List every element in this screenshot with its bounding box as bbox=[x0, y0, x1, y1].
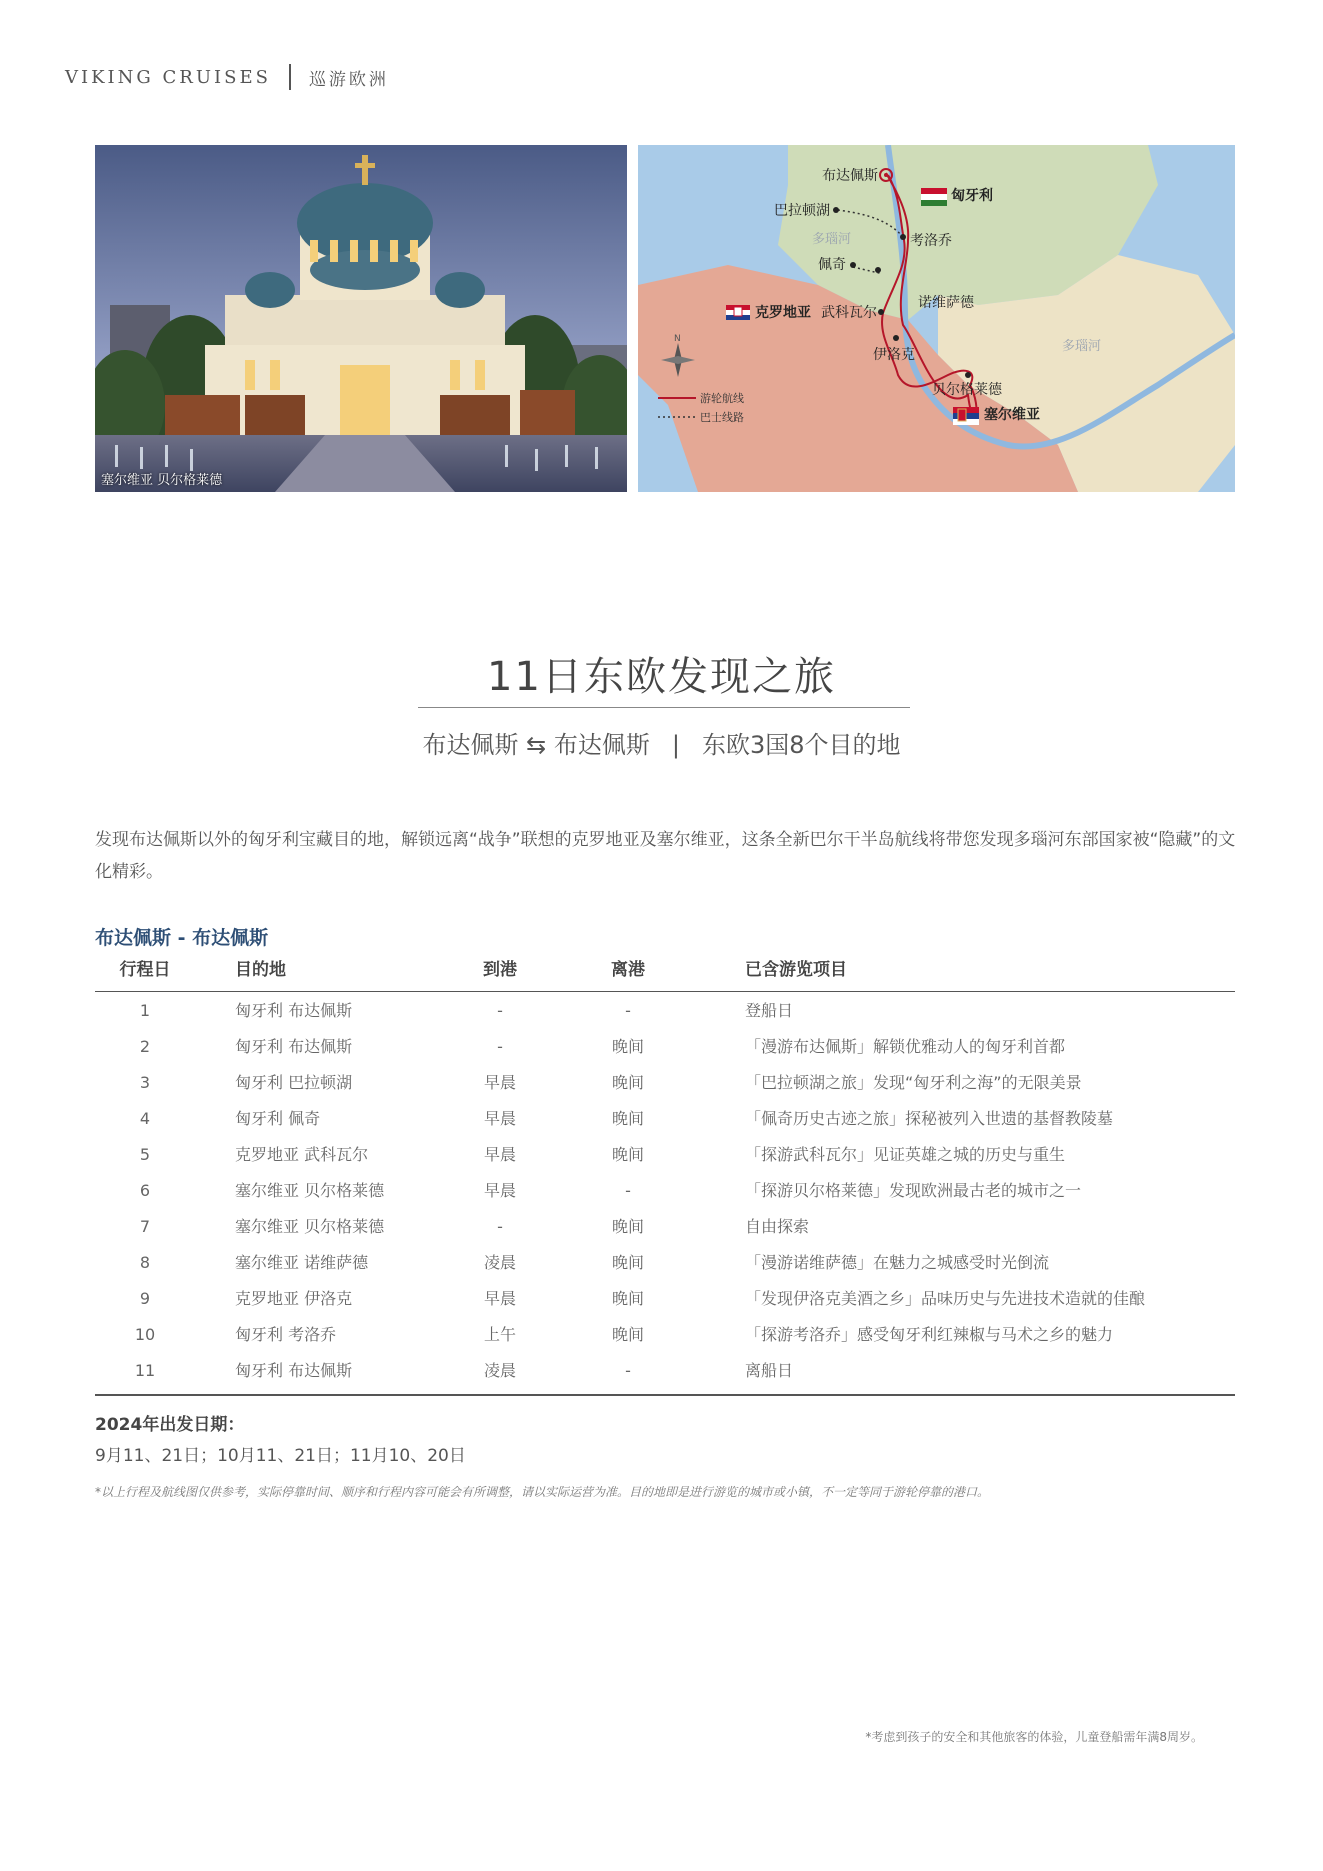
itinerary-row bbox=[95, 1287, 1235, 1323]
day-cell: 11 bbox=[134, 1361, 156, 1380]
intro-paragraph: 发现布达佩斯以外的匈牙利宝藏目的地，解锁远离“战争”联想的克罗地亚及塞尔维亚，这条全新巴尔干半岛航线将带您发现多瑙河东部国家被“隐藏”的文化精彩。 bbox=[95, 830, 1236, 882]
departure-cell: 晚间 bbox=[611, 1253, 644, 1272]
balaton-dot bbox=[833, 207, 839, 213]
header-excursions: 已含游览项目 bbox=[745, 960, 847, 980]
label-croatia: 克罗地亚 bbox=[755, 305, 811, 321]
arrival-cell: - bbox=[497, 1001, 503, 1020]
itinerary-row bbox=[95, 1035, 1235, 1071]
departure-dates-title: 2024年出发日期： bbox=[95, 1415, 245, 1435]
day-cell: 5 bbox=[139, 1145, 151, 1164]
day-cell: 8 bbox=[139, 1253, 151, 1272]
destination-cell: 匈牙利 考洛乔 bbox=[235, 1325, 337, 1344]
brand-name: VIKING CRUISES bbox=[65, 66, 271, 88]
label-hungary: 匈牙利 bbox=[951, 188, 993, 204]
arrival-cell: 凌晨 bbox=[483, 1253, 516, 1272]
itinerary-section-title: 布达佩斯 - 布达佩斯 bbox=[95, 927, 269, 949]
header-day: 行程日 bbox=[119, 960, 171, 980]
header-subtitle: 巡游欧洲 bbox=[308, 69, 389, 90]
header-departure: 离港 bbox=[611, 960, 645, 980]
route-summary: 东欧3国8个目的地 bbox=[701, 731, 901, 759]
itinerary-table-header bbox=[95, 955, 1235, 992]
itinerary-row bbox=[95, 1323, 1235, 1359]
arrival-cell: 早晨 bbox=[483, 1109, 516, 1128]
label-belgrade: 贝尔格莱德 bbox=[932, 382, 1002, 398]
page-header bbox=[65, 64, 389, 90]
header-arrival: 到港 bbox=[483, 960, 517, 980]
cathedral-illustration bbox=[95, 145, 627, 492]
excursion-cell: 「漫游布达佩斯」解锁优雅动人的匈牙利首都 bbox=[745, 1037, 1066, 1056]
header-divider bbox=[289, 64, 291, 90]
page-title: 11日东欧发现之旅 bbox=[487, 654, 836, 700]
budapest-dot bbox=[884, 173, 888, 177]
itinerary-disclaimer: *以上行程及航线图仅供参考，实际停靠时间、顺序和行程内容可能会有所调整，请以实际运营为准。目的地即是进行游览的城市或小镇，不一定等同于游轮停靠的港口。 bbox=[95, 1485, 990, 1499]
departure-cell: 晚间 bbox=[611, 1109, 644, 1128]
pecs-dot bbox=[850, 262, 856, 268]
destination-cell: 匈牙利 布达佩斯 bbox=[235, 1037, 353, 1056]
croatia-flag bbox=[726, 305, 750, 320]
belgrade-dot bbox=[965, 372, 971, 378]
departure-cell: - bbox=[625, 1361, 631, 1380]
itinerary-row bbox=[95, 1251, 1235, 1287]
arrival-cell: 上午 bbox=[483, 1325, 516, 1344]
departure-cell: 晚间 bbox=[611, 1217, 644, 1236]
day-cell: 6 bbox=[139, 1181, 151, 1200]
label-serbia: 塞尔维亚 bbox=[984, 407, 1040, 423]
day-cell: 1 bbox=[139, 1001, 151, 1020]
departure-cell: 晚间 bbox=[611, 1145, 644, 1164]
arrival-cell: - bbox=[497, 1037, 503, 1056]
compass-label: N bbox=[674, 334, 681, 344]
excursion-cell: 「探游考洛乔」感受匈牙利红辣椒与马术之乡的魅力 bbox=[745, 1325, 1114, 1344]
arrival-cell: 早晨 bbox=[483, 1073, 516, 1092]
children-note: *考虑到孩子的安全和其他旅客的体验，儿童登船需年满8周岁。 bbox=[865, 1730, 1203, 1744]
departure-cell: 晚间 bbox=[611, 1289, 644, 1308]
destination-cell: 克罗地亚 武科瓦尔 bbox=[235, 1145, 369, 1164]
arrival-cell: 早晨 bbox=[483, 1145, 516, 1164]
legend-cruise-label: 游轮航线 bbox=[700, 392, 744, 405]
ilok-dot bbox=[893, 335, 899, 341]
itinerary-row bbox=[95, 1179, 1235, 1215]
itinerary-row bbox=[95, 1107, 1235, 1143]
day-cell: 3 bbox=[139, 1073, 151, 1092]
route-map bbox=[638, 145, 1235, 492]
destination-cell: 塞尔维亚 诺维萨德 bbox=[235, 1253, 369, 1272]
day-cell: 7 bbox=[139, 1217, 151, 1236]
itinerary-table-body bbox=[95, 999, 1235, 1395]
itinerary-row bbox=[95, 1071, 1235, 1107]
label-novisad: 诺维萨德 bbox=[918, 295, 974, 311]
route-endpoints: 布达佩斯 ⇆ 布达佩斯 bbox=[422, 731, 650, 759]
itinerary-row bbox=[95, 999, 1235, 1035]
itinerary-row bbox=[95, 1215, 1235, 1251]
destination-cell: 塞尔维亚 贝尔格莱德 bbox=[235, 1181, 385, 1200]
departure-cell: 晚间 bbox=[611, 1325, 644, 1344]
destination-cell: 克罗地亚 伊洛克 bbox=[235, 1289, 353, 1308]
excursion-cell: 自由探索 bbox=[745, 1217, 810, 1236]
label-danube-upper: 多瑙河 bbox=[812, 232, 852, 247]
excursion-cell: 登船日 bbox=[745, 1001, 794, 1020]
title-divider bbox=[418, 707, 910, 708]
excursion-cell: 「发现伊洛克美酒之乡」品味历史与先进技术造就的佳酿 bbox=[745, 1289, 1146, 1308]
destination-cell: 匈牙利 布达佩斯 bbox=[235, 1361, 353, 1380]
destination-cell: 匈牙利 巴拉顿湖 bbox=[235, 1073, 353, 1092]
departure-cell: - bbox=[625, 1001, 631, 1020]
label-danube-lower: 多瑙河 bbox=[1062, 339, 1102, 354]
hungary-flag bbox=[921, 188, 947, 206]
day-cell: 4 bbox=[139, 1109, 151, 1128]
excursion-cell: 「漫游诺维萨德」在魅力之城感受时光倒流 bbox=[745, 1253, 1050, 1272]
departure-dates: 9月11、21日；10月11、21日；11月10、20日 bbox=[95, 1446, 466, 1466]
excursion-cell: 「佩奇历史古迹之旅」探秘被列入世遗的基督教陵墓 bbox=[745, 1109, 1114, 1128]
departure-cell: 晚间 bbox=[611, 1037, 644, 1056]
day-cell: 2 bbox=[139, 1037, 151, 1056]
label-kalocsa: 考洛乔 bbox=[910, 233, 952, 249]
header-destination: 目的地 bbox=[235, 960, 286, 980]
label-balaton: 巴拉顿湖 bbox=[774, 203, 830, 219]
excursion-cell: 「巴拉顿湖之旅」发现“匈牙利之海”的无限美景 bbox=[745, 1073, 1082, 1092]
table-bottom-rule bbox=[95, 1394, 1235, 1396]
destination-cell: 塞尔维亚 贝尔格莱德 bbox=[235, 1217, 385, 1236]
arrival-cell: 凌晨 bbox=[483, 1361, 516, 1380]
label-budapest: 布达佩斯 bbox=[822, 168, 878, 184]
arrival-cell: 早晨 bbox=[483, 1181, 516, 1200]
cathedral-photo bbox=[95, 145, 627, 492]
route-subtitle bbox=[0, 725, 1323, 760]
photo-caption: 塞尔维亚 贝尔格莱德 bbox=[101, 473, 223, 488]
departure-cell: 晚间 bbox=[611, 1073, 644, 1092]
destination-cell: 匈牙利 布达佩斯 bbox=[235, 1001, 353, 1020]
label-ilok: 伊洛克 bbox=[873, 347, 915, 363]
label-vukovar: 武科瓦尔 bbox=[821, 305, 877, 321]
day-cell: 9 bbox=[139, 1289, 151, 1308]
excursion-cell: 「探游贝尔格莱德」发现欧洲最古老的城市之一 bbox=[745, 1181, 1082, 1200]
destination-cell: 匈牙利 佩奇 bbox=[235, 1109, 321, 1128]
departure-cell: - bbox=[625, 1181, 631, 1200]
excursion-cell: 「探游武科瓦尔」见证英雄之城的历史与重生 bbox=[745, 1145, 1066, 1164]
label-pecs: 佩奇 bbox=[818, 257, 846, 273]
serbia-flag bbox=[953, 407, 979, 425]
pecs-route-dot bbox=[875, 267, 881, 273]
arrival-cell: - bbox=[497, 1217, 503, 1236]
arrival-cell: 早晨 bbox=[483, 1289, 516, 1308]
subtitle-divider: | bbox=[671, 731, 680, 759]
excursion-cell: 离船日 bbox=[745, 1361, 794, 1380]
vukovar-dot bbox=[878, 309, 884, 315]
day-cell: 10 bbox=[134, 1325, 156, 1344]
kalocsa-dot bbox=[900, 234, 906, 240]
itinerary-row bbox=[95, 1143, 1235, 1179]
legend-bus-label: 巴士线路 bbox=[700, 411, 744, 424]
itinerary-row bbox=[95, 1359, 1235, 1395]
